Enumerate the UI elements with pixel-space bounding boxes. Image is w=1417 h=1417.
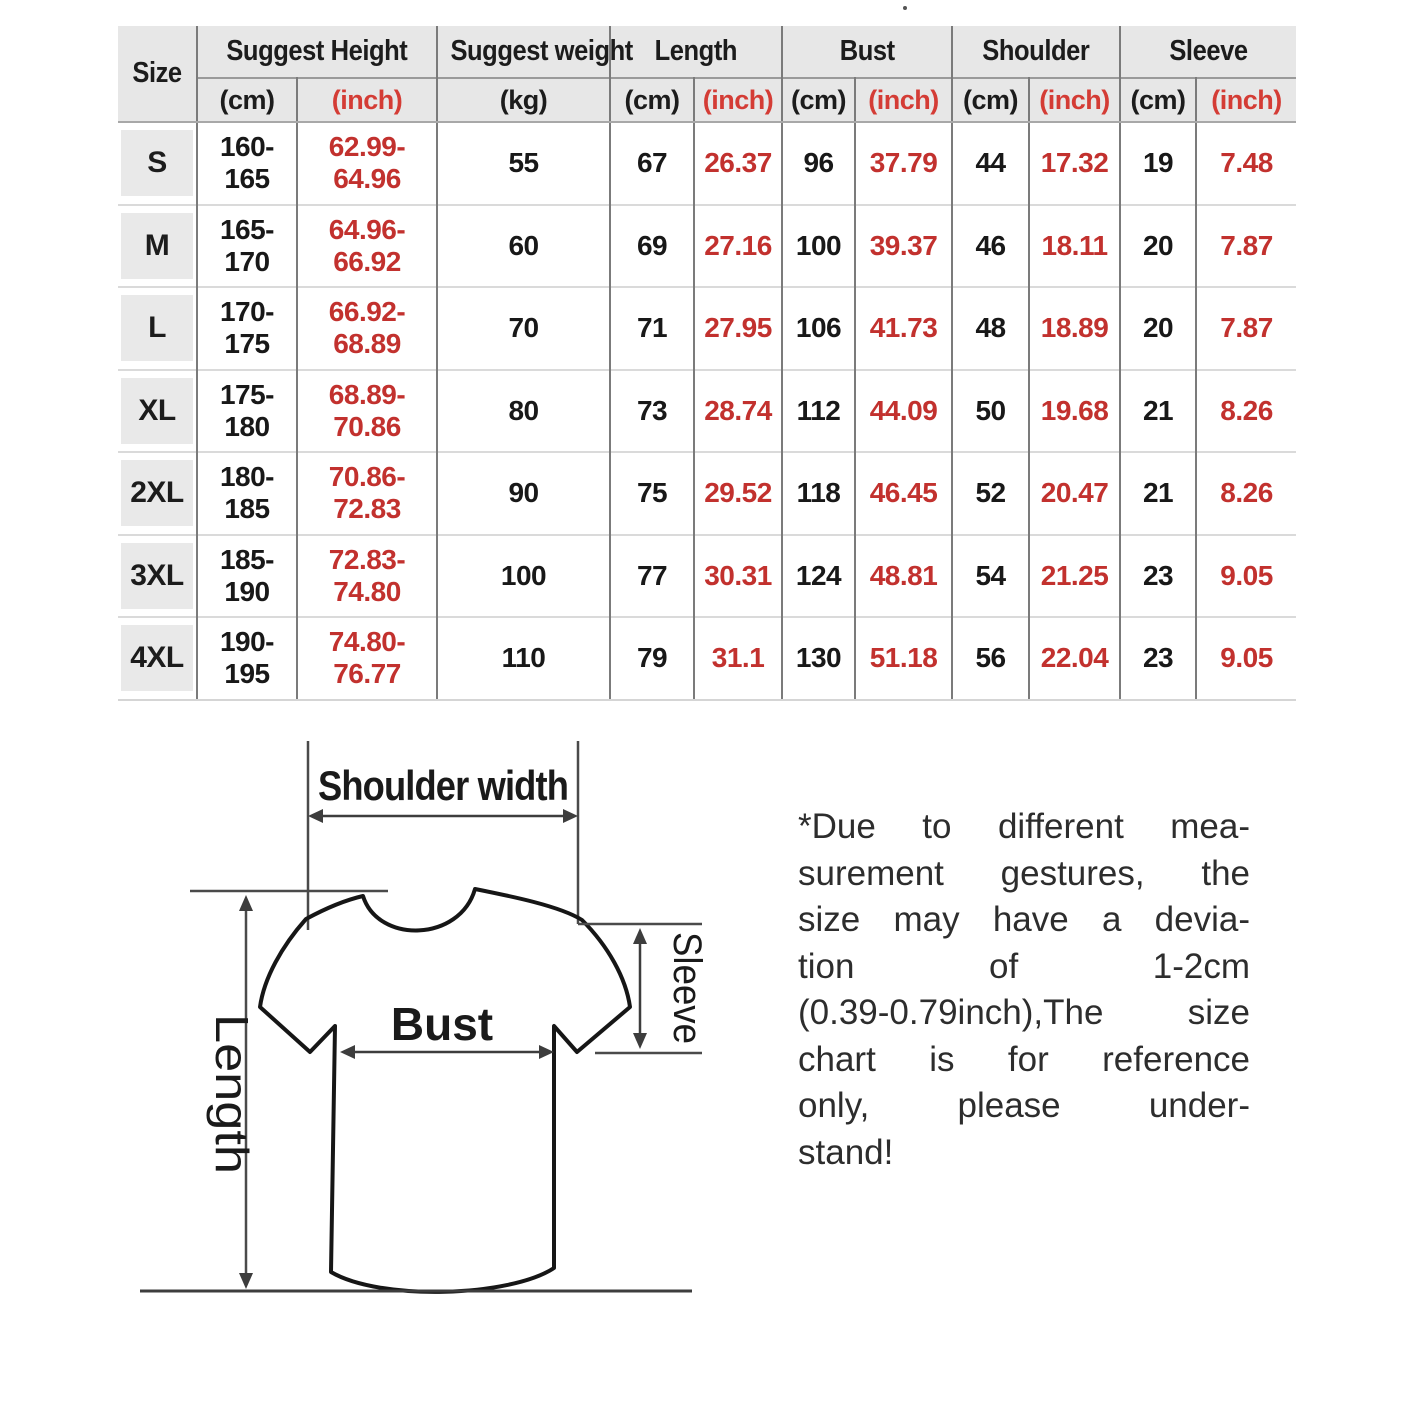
- table-row: [118, 535, 1296, 618]
- cell-size: [118, 370, 197, 453]
- disclaimer-line: stand!: [798, 1132, 894, 1172]
- table-row: [118, 122, 1296, 205]
- table-row: [118, 370, 1296, 453]
- cell-shoulder-cm: 54: [952, 535, 1029, 618]
- size-chart-table: [118, 26, 1296, 701]
- bust-label: Bust: [390, 998, 494, 1050]
- table-row: [118, 205, 1296, 288]
- cell-bust-inch: 48.81: [855, 535, 952, 618]
- cell-sleeve-cm: 20: [1120, 205, 1196, 288]
- col-header-suggest-height: Suggest Height: [197, 26, 437, 78]
- cell-bust-cm: 118: [782, 452, 855, 535]
- cell-bust-cm: 96: [782, 122, 855, 205]
- cell-weight-kg: 110: [437, 617, 610, 700]
- cell-height-cm: 175-180: [197, 370, 297, 453]
- cell-sleeve-inch: 7.87: [1196, 287, 1296, 370]
- cell-weight-kg: 55: [437, 122, 610, 205]
- cell-sleeve-cm: 20: [1120, 287, 1196, 370]
- unit-length-inch: (inch): [694, 78, 782, 122]
- cell-length-inch: 30.31: [694, 535, 782, 618]
- cell-height-inch: 64.96-66.92: [297, 205, 437, 288]
- cell-size: [118, 205, 197, 288]
- cell-size: [118, 287, 197, 370]
- size-badge: 2XL: [121, 460, 193, 526]
- cell-bust-cm: 106: [782, 287, 855, 370]
- cell-bust-inch: 51.18: [855, 617, 952, 700]
- cell-length-inch: 29.52: [694, 452, 782, 535]
- cell-weight-kg: 80: [437, 370, 610, 453]
- cell-length-cm: 67: [610, 122, 694, 205]
- cell-sleeve-inch: 9.05: [1196, 535, 1296, 618]
- cell-height-inch: 74.80-76.77: [297, 617, 437, 700]
- size-badge: 3XL: [121, 543, 193, 609]
- size-badge: M: [121, 213, 193, 279]
- col-header-size: Size: [118, 26, 197, 122]
- cell-length-inch: 27.16: [694, 205, 782, 288]
- disclaimer-line: surement gestures, the: [798, 853, 1250, 893]
- cell-shoulder-cm: 50: [952, 370, 1029, 453]
- unit-weight-kg: (kg): [437, 78, 610, 122]
- cell-length-inch: 31.1: [694, 617, 782, 700]
- cell-shoulder-inch: 18.89: [1029, 287, 1120, 370]
- cell-size: [118, 452, 197, 535]
- cell-height-cm: 170-175: [197, 287, 297, 370]
- cell-length-inch: 27.95: [694, 287, 782, 370]
- cell-length-cm: 75: [610, 452, 694, 535]
- cell-bust-inch: 46.45: [855, 452, 952, 535]
- cell-sleeve-inch: 8.26: [1196, 370, 1296, 453]
- cell-height-inch: 62.99-64.96: [297, 122, 437, 205]
- arrowhead-left-icon: [340, 1045, 355, 1059]
- cell-length-cm: 77: [610, 535, 694, 618]
- cell-length-cm: 79: [610, 617, 694, 700]
- cell-size: [118, 122, 197, 205]
- unit-shoulder-cm: (cm): [952, 78, 1029, 122]
- cell-shoulder-inch: 20.47: [1029, 452, 1120, 535]
- arrowhead-down-icon: [633, 1033, 647, 1049]
- table-row: [118, 452, 1296, 535]
- cell-length-inch: 26.37: [694, 122, 782, 205]
- cell-height-cm: 190-195: [197, 617, 297, 700]
- cell-weight-kg: 90: [437, 452, 610, 535]
- cell-sleeve-cm: 19: [1120, 122, 1196, 205]
- unit-height-cm: (cm): [197, 78, 297, 122]
- cell-shoulder-inch: 17.32: [1029, 122, 1120, 205]
- table-row: [118, 287, 1296, 370]
- cell-shoulder-inch: 21.25: [1029, 535, 1120, 618]
- cell-height-inch: 66.92-68.89: [297, 287, 437, 370]
- arrowhead-left-icon: [308, 809, 323, 823]
- disclaimer-line: size may have a devia-: [798, 900, 1250, 939]
- size-badge: XL: [121, 378, 193, 444]
- tshirt-measurement-diagram: [140, 700, 720, 1320]
- col-header-sleeve: Sleeve: [1120, 26, 1296, 78]
- cell-length-cm: 73: [610, 370, 694, 453]
- unit-bust-cm: (cm): [782, 78, 855, 122]
- cell-sleeve-inch: 7.87: [1196, 205, 1296, 288]
- cell-bust-inch: 37.79: [855, 122, 952, 205]
- unit-length-cm: (cm): [610, 78, 694, 122]
- arrowhead-up-icon: [633, 928, 647, 944]
- cell-sleeve-cm: 23: [1120, 617, 1196, 700]
- shoulder-width-label: Shoulder width: [318, 762, 568, 809]
- cell-sleeve-inch: 9.05: [1196, 617, 1296, 700]
- dust-speck: [903, 6, 907, 10]
- cell-shoulder-inch: 18.11: [1029, 205, 1120, 288]
- cell-bust-cm: 112: [782, 370, 855, 453]
- unit-bust-inch: (inch): [855, 78, 952, 122]
- cell-shoulder-cm: 56: [952, 617, 1029, 700]
- col-header-suggest-weight: Suggest weight: [437, 26, 610, 78]
- table-row: [118, 617, 1296, 700]
- cell-sleeve-cm: 21: [1120, 370, 1196, 453]
- col-header-shoulder: Shoulder: [952, 26, 1120, 78]
- cell-shoulder-cm: 44: [952, 122, 1029, 205]
- cell-weight-kg: 60: [437, 205, 610, 288]
- col-header-bust: Bust: [782, 26, 952, 78]
- cell-height-inch: 72.83-74.80: [297, 535, 437, 618]
- cell-length-cm: 69: [610, 205, 694, 288]
- cell-length-inch: 28.74: [694, 370, 782, 453]
- cell-height-cm: 180-185: [197, 452, 297, 535]
- cell-shoulder-inch: 22.04: [1029, 617, 1120, 700]
- cell-length-cm: 71: [610, 287, 694, 370]
- cell-height-cm: 165-170: [197, 205, 297, 288]
- arrowhead-right-icon: [563, 809, 578, 823]
- length-label: Length: [206, 1014, 258, 1155]
- cell-size: [118, 617, 197, 700]
- col-header-length: Length: [610, 26, 782, 78]
- unit-height-inch: (inch): [297, 78, 437, 122]
- cell-sleeve-inch: 8.26: [1196, 452, 1296, 535]
- size-badge: S: [121, 130, 193, 196]
- cell-bust-inch: 39.37: [855, 205, 952, 288]
- cell-bust-cm: 100: [782, 205, 855, 288]
- tshirt-outline: [260, 889, 630, 1292]
- cell-bust-inch: 41.73: [855, 287, 952, 370]
- unit-sleeve-cm: (cm): [1120, 78, 1196, 122]
- cell-shoulder-cm: 48: [952, 287, 1029, 370]
- size-badge: 4XL: [121, 625, 193, 691]
- cell-sleeve-inch: 7.48: [1196, 122, 1296, 205]
- cell-height-cm: 160-165: [197, 122, 297, 205]
- sleeve-label: Sleeve: [665, 932, 709, 1055]
- cell-sleeve-cm: 21: [1120, 452, 1196, 535]
- cell-bust-inch: 44.09: [855, 370, 952, 453]
- disclaimer-line: *Due to different mea-: [798, 807, 1250, 846]
- cell-height-inch: 70.86-72.83: [297, 452, 437, 535]
- disclaimer-line: tion of 1-2cm: [798, 946, 1250, 986]
- disclaimer-line: only, please under-: [798, 1086, 1250, 1125]
- table-header: [118, 26, 1296, 122]
- cell-bust-cm: 130: [782, 617, 855, 700]
- disclaimer-line: chart is for reference: [798, 1039, 1250, 1079]
- cell-sleeve-cm: 23: [1120, 535, 1196, 618]
- cell-weight-kg: 70: [437, 287, 610, 370]
- cell-shoulder-cm: 52: [952, 452, 1029, 535]
- cell-bust-cm: 124: [782, 535, 855, 618]
- measurement-disclaimer: [798, 804, 1250, 1176]
- cell-height-inch: 68.89-70.86: [297, 370, 437, 453]
- arrowhead-up-icon: [239, 895, 253, 911]
- arrowhead-right-icon: [539, 1045, 554, 1059]
- unit-sleeve-inch: (inch): [1196, 78, 1296, 122]
- size-badge: L: [121, 295, 193, 361]
- arrowhead-down-icon: [239, 1273, 253, 1289]
- cell-height-cm: 185-190: [197, 535, 297, 618]
- cell-shoulder-inch: 19.68: [1029, 370, 1120, 453]
- cell-size: [118, 535, 197, 618]
- disclaimer-line: (0.39-0.79inch),The size: [798, 993, 1250, 1032]
- cell-shoulder-cm: 46: [952, 205, 1029, 288]
- unit-shoulder-inch: (inch): [1029, 78, 1120, 122]
- cell-weight-kg: 100: [437, 535, 610, 618]
